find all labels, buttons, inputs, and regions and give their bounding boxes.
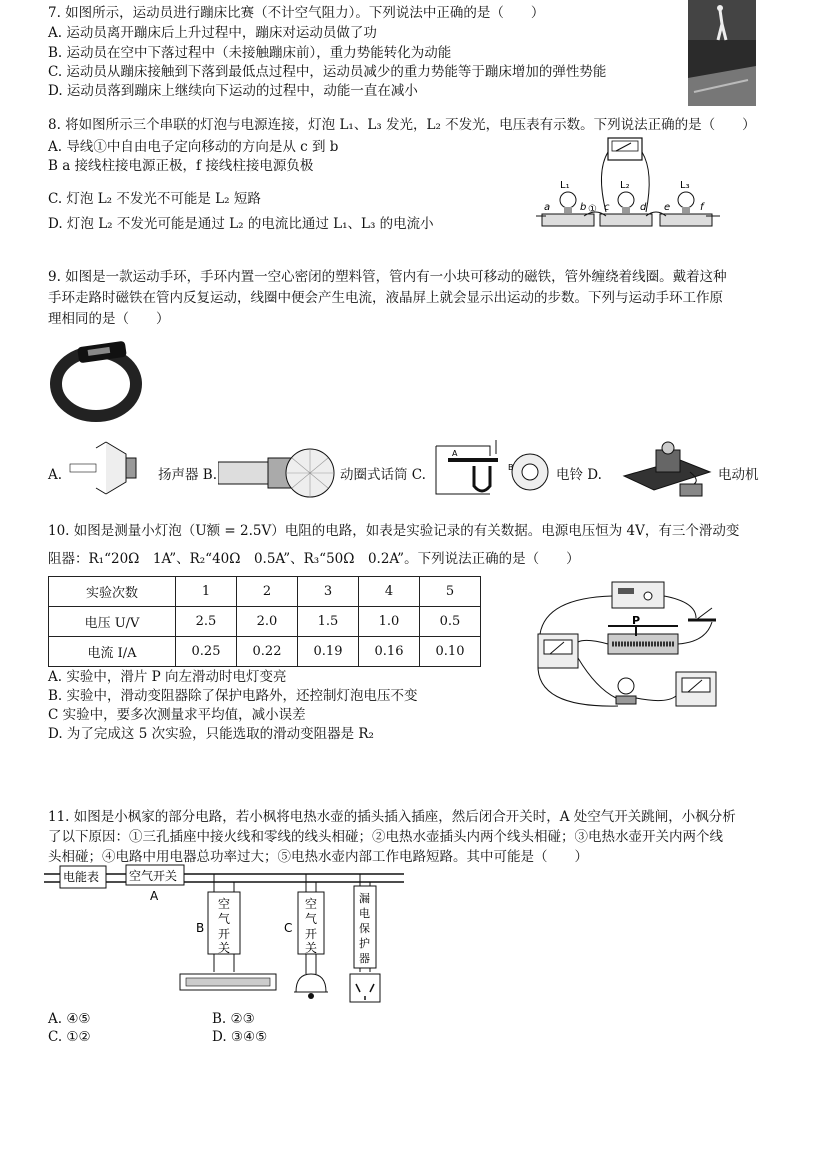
label-P: P bbox=[632, 614, 641, 627]
label-f: f bbox=[700, 202, 704, 213]
q11-option-d: D. ③④⑤ bbox=[212, 1029, 268, 1045]
table-cell: 0.22 bbox=[237, 637, 298, 667]
switch-c-char-2: 气 bbox=[305, 912, 318, 926]
table-cell: 2.0 bbox=[237, 607, 298, 637]
q9-option-a-label: 扬声器 B. bbox=[158, 467, 218, 483]
table-row bbox=[49, 577, 481, 607]
table-header-cell: 实验次数 bbox=[49, 577, 176, 607]
q7-option-a: A. 运动员离开蹦床后上升过程中，蹦床对运动员做了功 bbox=[48, 25, 377, 41]
series-bulbs-figure bbox=[536, 132, 722, 236]
q9-fig-c bbox=[430, 436, 550, 502]
switch-b-char-1: 空 bbox=[218, 897, 231, 911]
fitness-band-photo bbox=[48, 330, 144, 426]
q8-option-c: C. 灯泡 L₂ 不发光不可能是 L₂ 短路 bbox=[48, 191, 261, 207]
q11-option-a: A. ④⑤ bbox=[48, 1011, 91, 1027]
label-C: C bbox=[284, 921, 293, 935]
q8-stem: 8. 将如图所示三个串联的灯泡与电源连接，灯泡 L₁、L₃ 发光，L₂ 不发光，电压表有示数。下列说法正确的是（ ） bbox=[48, 117, 756, 133]
label-a: a bbox=[544, 202, 551, 213]
switch-c-char-1: 空 bbox=[305, 897, 318, 911]
trampoline-photo bbox=[688, 0, 756, 106]
leak-char-3: 保 bbox=[359, 922, 370, 935]
q9-option-a-prefix: A. bbox=[48, 467, 63, 483]
label-b: b bbox=[580, 202, 587, 213]
table-cell: 0.5 bbox=[420, 607, 481, 637]
q7-option-d: D. 运动员落到蹦床上继续向下运动的过程中，动能一直在减小 bbox=[48, 83, 418, 99]
table-header-cell: 4 bbox=[359, 577, 420, 607]
label-A: A bbox=[150, 889, 159, 903]
q11-stem-line3: 头相碰；④电路中用电器总功率过大；⑤电热水壶内部工作电路短路。其中可能是（ ） bbox=[48, 849, 588, 865]
meter-label: 电能表 bbox=[63, 870, 100, 884]
main-switch-label: 空气开关 bbox=[129, 869, 178, 883]
label-e: e bbox=[664, 202, 671, 213]
table-cell: 电压 U/V bbox=[49, 607, 176, 637]
label-wire-1: ① bbox=[588, 204, 597, 215]
q10-option-c: C 实验中，要多次测量求平均值，减小误差 bbox=[48, 707, 306, 723]
data-table bbox=[48, 576, 481, 667]
table-header-cell: 2 bbox=[237, 577, 298, 607]
table-header-cell: 3 bbox=[298, 577, 359, 607]
table-cell: 2.5 bbox=[176, 607, 237, 637]
q7-option-c: C. 运动员从蹦床接触到下落到最低点过程中，运动员减少的重力势能等于蹦床增加的弹性势能 bbox=[48, 64, 607, 80]
leak-char-2: 电 bbox=[359, 907, 370, 920]
svg-text:B: B bbox=[508, 463, 514, 472]
svg-text:A: A bbox=[452, 449, 458, 458]
home-circuit-figure bbox=[44, 862, 404, 1012]
q11-stem-line1: 11. 如图是小枫家的部分电路，若小枫将电热水壶的插头插入插座，然后闭合开关时，A 处空气开关跳闸，小枫分析 bbox=[48, 809, 736, 825]
table-cell: 0.25 bbox=[176, 637, 237, 667]
switch-b-char-2: 气 bbox=[218, 912, 231, 926]
q9-option-b-label: 动圈式话筒 C. bbox=[340, 467, 426, 483]
table-header-cell: 5 bbox=[420, 577, 481, 607]
label-L1: L₁ bbox=[560, 180, 570, 191]
q9-fig-a bbox=[66, 436, 156, 500]
q9-fig-d bbox=[620, 436, 712, 506]
table-cell: 0.19 bbox=[298, 637, 359, 667]
table-cell: 1.5 bbox=[298, 607, 359, 637]
label-L2: L₂ bbox=[620, 180, 630, 191]
q11-option-b: B. ②③ bbox=[212, 1011, 255, 1027]
table-row bbox=[49, 607, 481, 637]
q7-stem: 7. 如图所示，运动员进行蹦床比赛（不计空气阻力）。下列说法中正确的是（ ） bbox=[48, 5, 545, 21]
q9-stem-line3: 理相同的是（ ） bbox=[48, 311, 170, 327]
q9-option-d-label: 电动机 bbox=[718, 467, 759, 483]
q11-option-c: C. ①② bbox=[48, 1029, 91, 1045]
table-cell: 0.10 bbox=[420, 637, 481, 667]
leak-char-5: 器 bbox=[359, 952, 370, 965]
q8-option-a: A. 导线①中自由电子定向移动的方向是从 c 到 b bbox=[48, 139, 339, 155]
label-d: d bbox=[640, 202, 647, 213]
q9-option-c-label: 电铃 D. bbox=[556, 467, 602, 483]
q10-option-b: B. 实验中，滑动变阻器除了保护电路外，还控制灯泡电压不变 bbox=[48, 688, 418, 704]
q10-option-a: A. 实验中，滑片 P 向左滑动时电灯变亮 bbox=[48, 669, 287, 685]
q8-option-b: B a 接线柱接电源正极，f 接线柱接电源负极 bbox=[48, 158, 314, 174]
q9-fig-b bbox=[218, 444, 336, 502]
q10-stem-line1: 10. 如图是测量小灯泡（U额 = 2.5V）电阻的电路，如表是实验记录的有关数据。电源电压恒为 4V，有三个滑动变 bbox=[48, 523, 740, 539]
switch-c-char-4: 关 bbox=[305, 941, 318, 955]
circuit-figure-q10 bbox=[526, 578, 726, 718]
switch-c-char-3: 开 bbox=[305, 927, 318, 941]
q10-option-d: D. 为了完成这 5 次实验，只能选取的滑动变阻器是 R₂ bbox=[48, 726, 374, 742]
q10-stem-line2: 阻器：R₁“20Ω 1A”、R₂“40Ω 0.5A”、R₃“50Ω 0.2A”。下列说法正确的是（ ） bbox=[48, 551, 580, 567]
q7-option-b: B. 运动员在空中下落过程中（未接触蹦床前），重力势能转化为动能 bbox=[48, 45, 452, 61]
switch-b-char-3: 开 bbox=[218, 927, 231, 941]
table-cell: 1.0 bbox=[359, 607, 420, 637]
label-c: c bbox=[604, 202, 610, 213]
q9-stem-line1: 9. 如图是一款运动手环，手环内置一空心密闭的塑料管，管内有一小块可移动的磁铁，管外缠绕着线圈。戴着这种 bbox=[48, 269, 727, 285]
switch-b-char-4: 关 bbox=[218, 941, 231, 955]
leak-char-4: 护 bbox=[359, 937, 370, 950]
q11-stem-line2: 了以下原因：①三孔插座中接火线和零线的线头相碰；②电热水壶插头内两个线头相碰；③电热水壶开关内两个线 bbox=[48, 829, 723, 845]
table-row bbox=[49, 637, 481, 667]
label-B: B bbox=[196, 921, 205, 935]
table-cell: 电流 I/A bbox=[49, 637, 176, 667]
table-cell: 0.16 bbox=[359, 637, 420, 667]
q9-stem-line2: 手环走路时磁铁在管内反复运动，线圈中便会产生电流，液晶屏上就会显示出运动的步数。下列与运动手环工作原 bbox=[48, 290, 723, 306]
label-L3: L₃ bbox=[680, 180, 690, 191]
leak-char-1: 漏 bbox=[359, 892, 370, 905]
table-header-cell: 1 bbox=[176, 577, 237, 607]
q8-option-d: D. 灯泡 L₂ 不发光可能是通过 L₂ 的电流比通过 L₁、L₃ 的电流小 bbox=[48, 216, 434, 232]
